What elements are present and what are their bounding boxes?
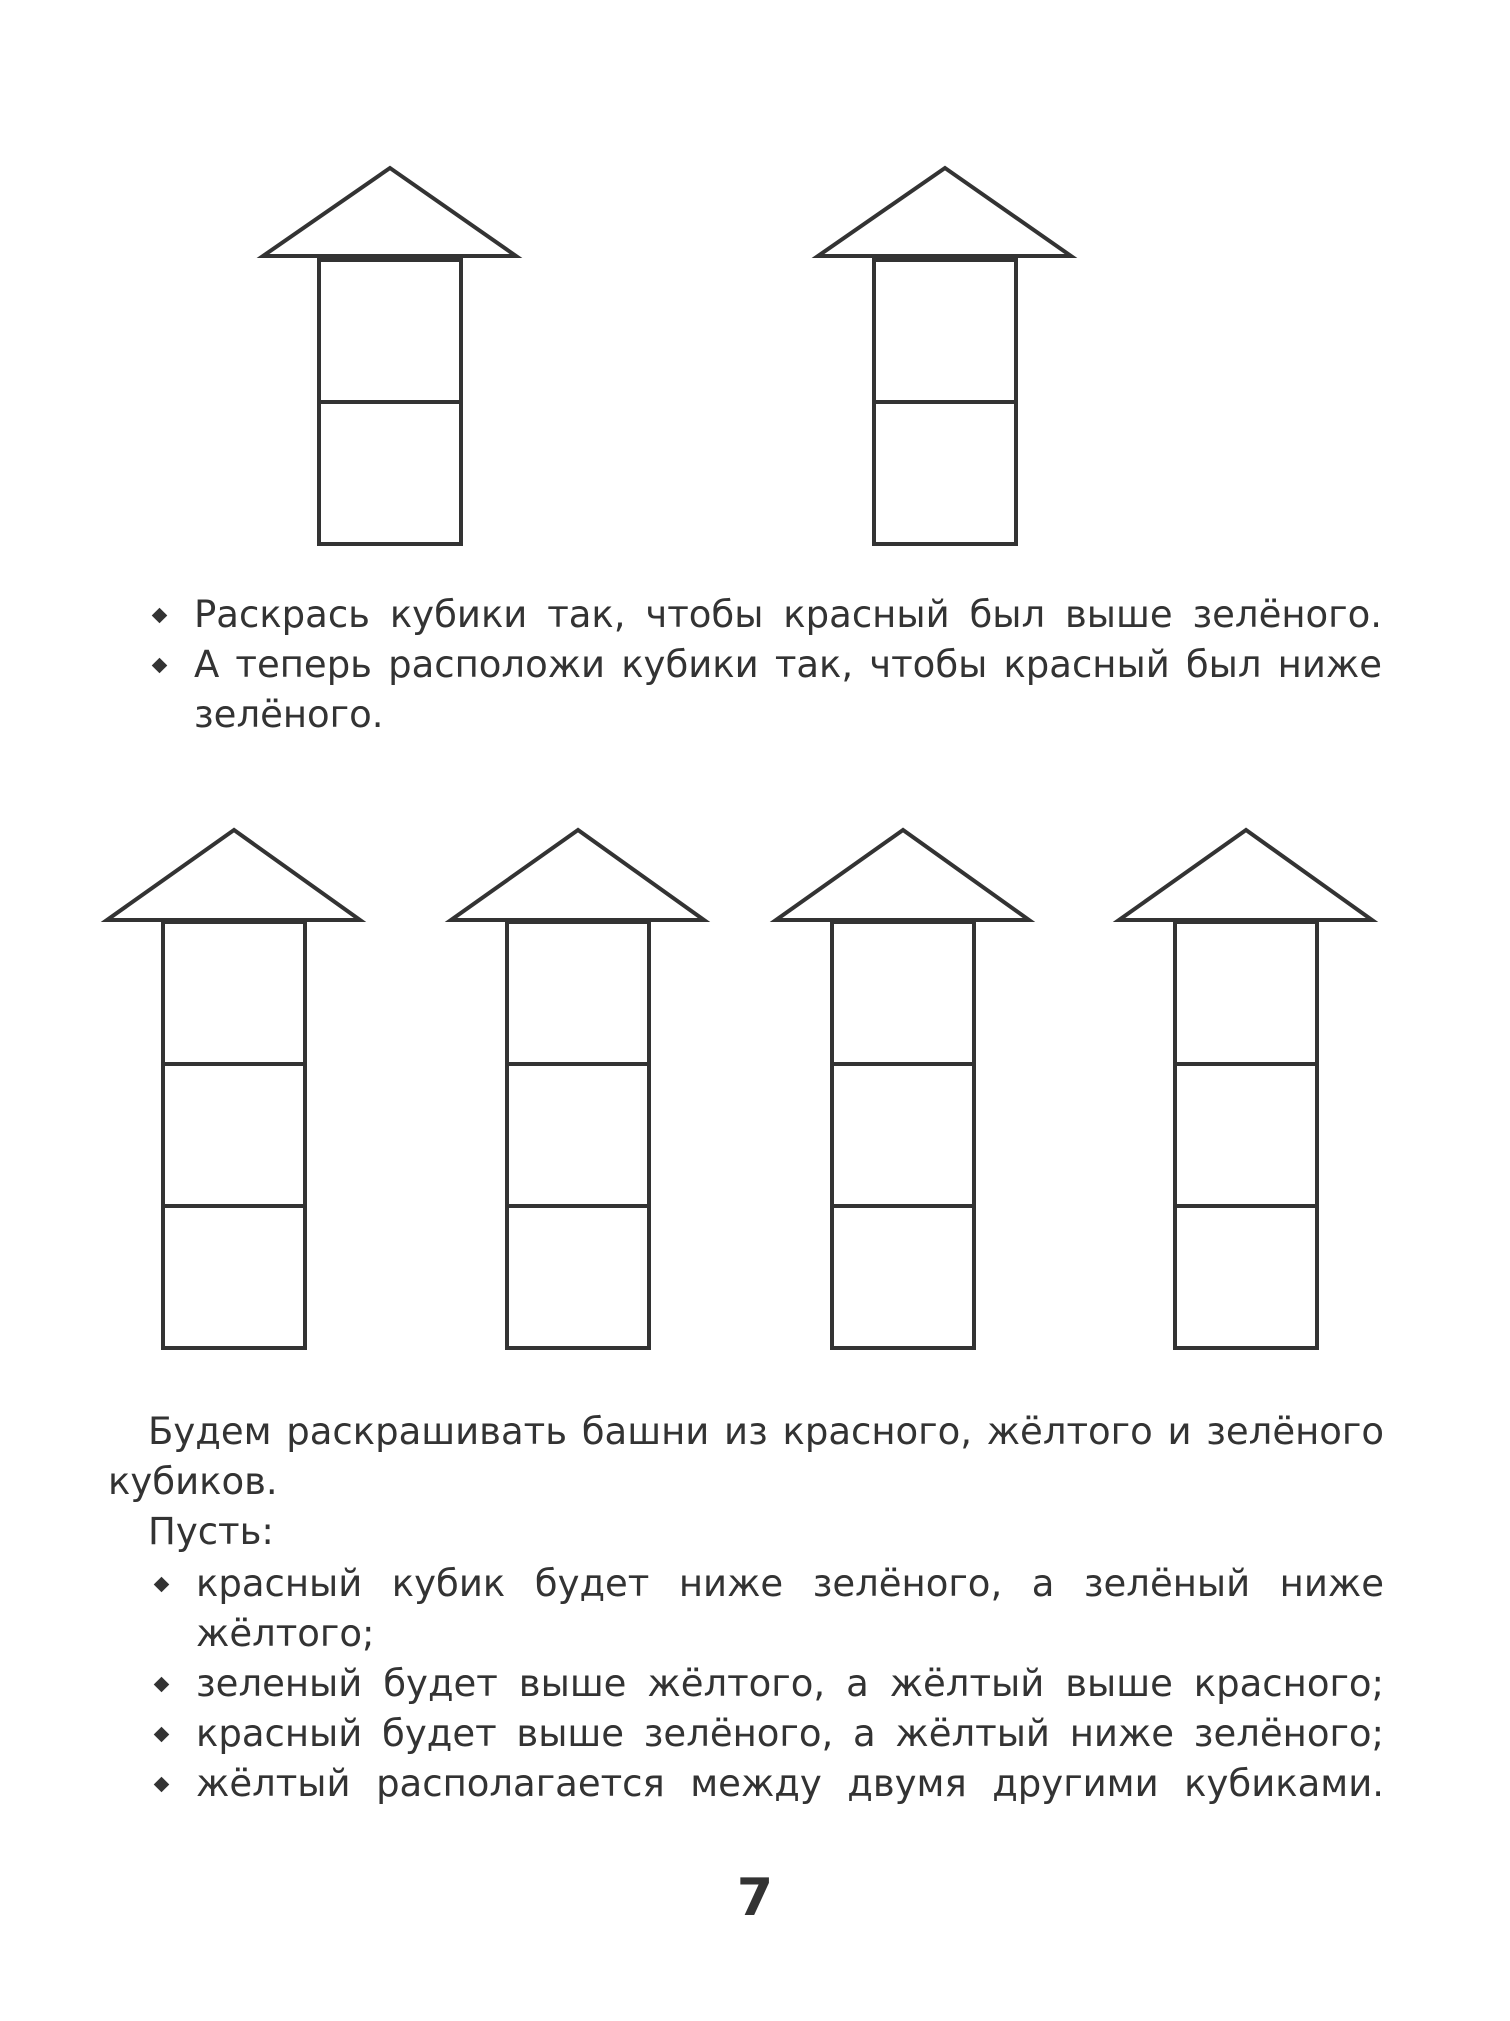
task-2-lead: Пусть:: [148, 1510, 274, 1553]
tower-5-cube-1[interactable]: [832, 922, 974, 1064]
diamond-bullet-icon: [152, 608, 168, 624]
task-2-bullet-3: [148, 1709, 1384, 1759]
task-2-bullet-1: [148, 1559, 1384, 1659]
task-2-bullet-2: [148, 1659, 1384, 1709]
tower-6: [1119, 830, 1372, 1348]
tower-5-roof: [776, 830, 1029, 920]
task-2-bullet-3-text: красный будет выше зелёного, а жёлтый ниже зелёного;: [196, 1712, 1384, 1755]
tower-3-cube-3[interactable]: [163, 1206, 305, 1348]
page-number: 7: [736, 1868, 774, 1928]
diamond-bullet-icon: [154, 1677, 170, 1693]
task-2-bullet-4: [148, 1759, 1384, 1809]
tower-2-cube-1[interactable]: [874, 260, 1016, 402]
task-1-bullet-1: [146, 590, 1382, 640]
task-1-bullet-2-text: А теперь расположи кубики так, чтобы красный был ниже зелёного.: [194, 643, 1382, 736]
diamond-bullet-icon: [154, 1727, 170, 1743]
tower-6-cube-3[interactable]: [1175, 1206, 1317, 1348]
task-2-bullet-list: [148, 1559, 1384, 1809]
tower-3-cube-1[interactable]: [163, 922, 305, 1064]
tower-2-roof: [818, 168, 1071, 256]
diamond-bullet-icon: [154, 1577, 170, 1593]
tower-1-roof: [263, 168, 516, 256]
task-1-bullet-list: [146, 590, 1382, 740]
tower-4-cube-3[interactable]: [507, 1206, 649, 1348]
tower-6-cube-1[interactable]: [1175, 922, 1317, 1064]
task-1-instructions: [146, 590, 1382, 740]
tower-4-cube-1[interactable]: [507, 922, 649, 1064]
tower-3: [107, 830, 360, 1348]
tower-4-roof: [451, 830, 704, 920]
tower-4: [451, 830, 704, 1348]
tower-1-cube-1[interactable]: [319, 260, 461, 402]
tower-5-cube-2[interactable]: [832, 1064, 974, 1206]
tower-5-cube-3[interactable]: [832, 1206, 974, 1348]
task-2-instructions: [108, 1407, 1384, 1809]
tower-5: [776, 830, 1029, 1348]
task-1-bullet-2: [146, 640, 1382, 740]
tower-4-cube-2[interactable]: [507, 1064, 649, 1206]
tower-3-cube-2[interactable]: [163, 1064, 305, 1206]
task-1-bullet-1-text: Раскрась кубики так, чтобы красный был выше зелёного.: [194, 593, 1382, 636]
diamond-bullet-icon: [154, 1777, 170, 1793]
tower-6-roof: [1119, 830, 1372, 920]
diamond-bullet-icon: [152, 658, 168, 674]
tower-1: [263, 168, 516, 544]
task-2-bullet-4-text: жёлтый располагается между двумя другими кубиками.: [196, 1762, 1384, 1805]
task-2-intro: Будем раскрашивать башни из красного, жёлтого и зелёного кубиков.: [108, 1410, 1384, 1503]
tower-2-cube-2[interactable]: [874, 402, 1016, 544]
task-2-bullet-2-text: зеленый будет выше жёлтого, а жёлтый выше красного;: [196, 1662, 1384, 1705]
task-2-bullet-1-text: красный кубик будет ниже зелёного, а зелёный ниже жёлтого;: [196, 1562, 1384, 1655]
tower-1-cube-2[interactable]: [319, 402, 461, 544]
tower-3-roof: [107, 830, 360, 920]
tower-2: [818, 168, 1071, 544]
tower-6-cube-2[interactable]: [1175, 1064, 1317, 1206]
